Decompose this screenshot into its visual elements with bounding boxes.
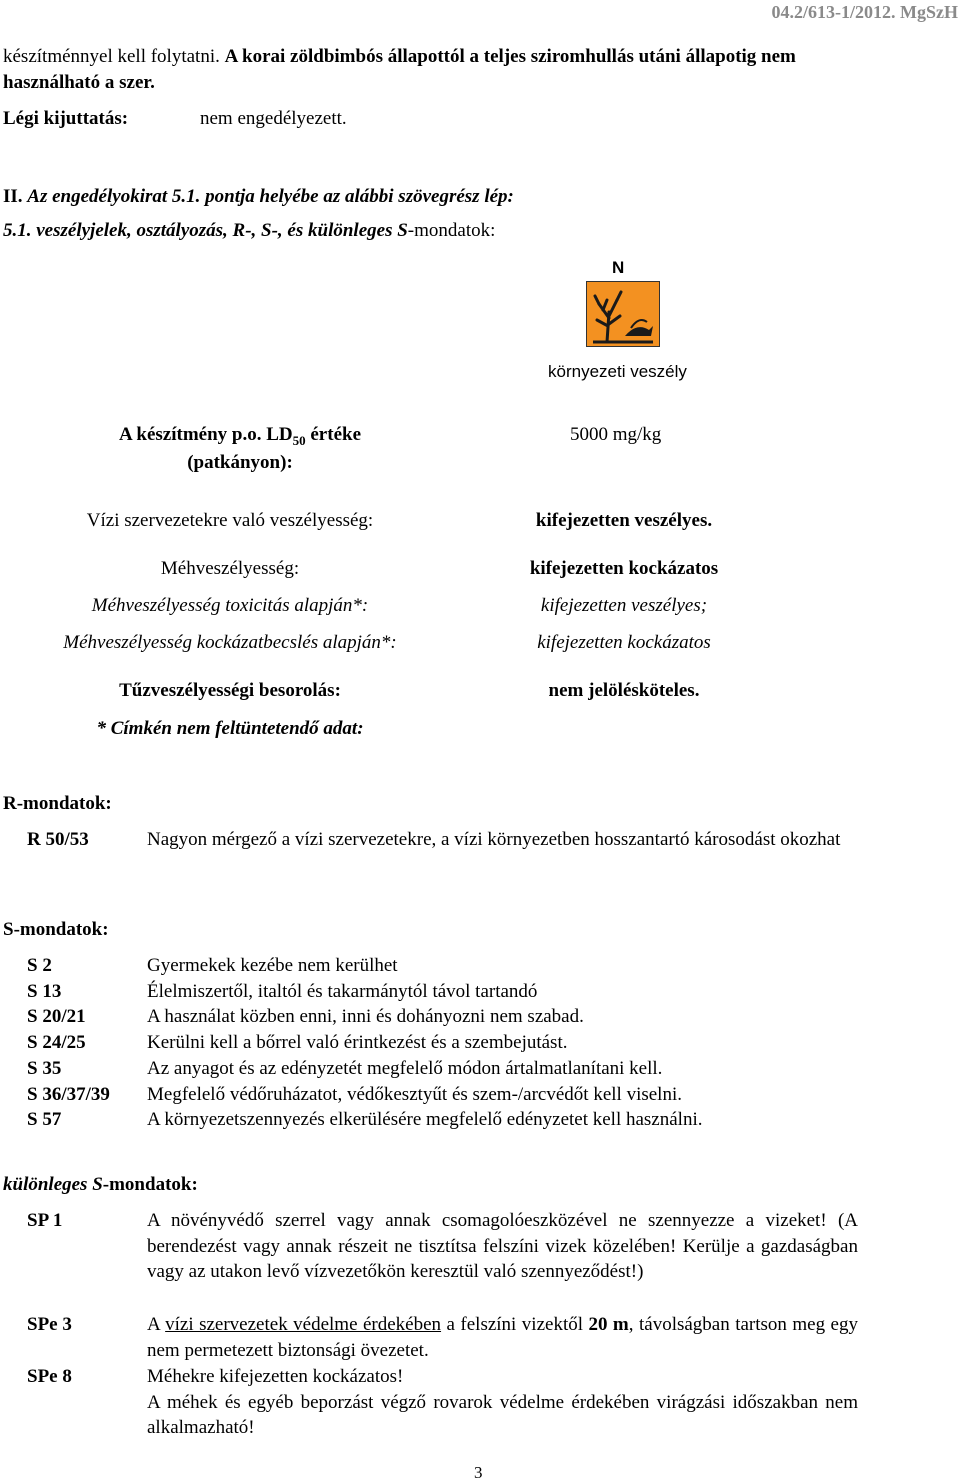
- intro-bold-text: A korai zöldbimbós állapottól a teljes sziromhullás utáni állapotig nem: [224, 46, 796, 67]
- label-footnote: * Címkén nem feltüntetendő adat:: [96, 718, 364, 739]
- bee-toxicity-label: Méhveszélyesség toxicitás alapján*:: [91, 595, 369, 616]
- bee-risk-label: Méhveszélyesség kockázatbecslés alapján*:: [63, 632, 397, 653]
- ld50-label-c: (patkányon):: [187, 451, 293, 473]
- s-phrase-text: Gyermekek kezébe nem kerülhet: [147, 955, 398, 976]
- ld50-label: [60, 422, 420, 476]
- intro-paragraph: [3, 44, 958, 96]
- special-s-phrases-title: [3, 1172, 198, 1198]
- spe3-text-a: A: [147, 1314, 166, 1335]
- dead-tree-and-fish-icon: [587, 282, 659, 346]
- spe3-row: [27, 1312, 858, 1363]
- sp1-row: [27, 1208, 858, 1285]
- spe8-code: SPe 8: [27, 1366, 72, 1387]
- spe3-distance: 20 m: [588, 1314, 629, 1335]
- s-phrase-code: S 57: [27, 1109, 62, 1131]
- aquatic-hazard-value: kifejezetten veszélyes.: [535, 510, 713, 531]
- s-phrase-row: [27, 953, 858, 979]
- s-phrase-text: Kerülni kell a bőrrel való érintkezést és a szembejutást.: [147, 1032, 568, 1054]
- sp1-code: SP 1: [27, 1210, 63, 1231]
- r-phrases-title: R-mondatok:: [3, 793, 112, 814]
- fire-hazard-value: nem jelölésköteles.: [548, 680, 700, 701]
- ld50-label-a: A készítmény p.o. LD: [118, 424, 293, 445]
- special-title-a: különleges: [3, 1174, 93, 1195]
- section-ii-heading: [3, 184, 514, 210]
- hazard-letter: N: [612, 258, 625, 277]
- bee-toxicity-value: kifejezetten veszélyes;: [540, 595, 708, 616]
- s-phrases-list: [27, 953, 858, 1133]
- legi-value: nem engedélyezett.: [200, 108, 347, 129]
- ld50-value: 5000 mg/kg: [570, 424, 662, 445]
- legi-label: Légi kijuttatás:: [3, 108, 129, 129]
- section-ii-prefix: II.: [3, 186, 28, 207]
- s-phrases-title: S-mondatok:: [3, 919, 109, 940]
- intro-bold-text-2: használható a szer.: [3, 72, 155, 94]
- s-phrase-code: S 36/37/39: [27, 1083, 110, 1105]
- bee-hazard-label: Méhveszélyesség:: [160, 558, 300, 579]
- spe3-code: SPe 3: [27, 1314, 72, 1335]
- spe8-row: [27, 1364, 858, 1441]
- special-title-b: S: [92, 1174, 103, 1195]
- section-51-bold: 5.1. veszélyjelek, osztályozás, R-, S-, és különleges S: [3, 220, 408, 241]
- s-phrase-row: [27, 1030, 858, 1056]
- r-phrase-text: Nagyon mérgező a vízi szervezetekre, a vízi környezetben hosszantartó károsodást okozhat: [147, 829, 841, 850]
- r-phrase-code: R 50/53: [27, 829, 89, 850]
- hazard-caption: környezeti veszély: [548, 362, 687, 381]
- s-phrase-row: [27, 1056, 858, 1082]
- spe8-text: [147, 1364, 858, 1441]
- special-title-c: -mondatok:: [102, 1174, 198, 1195]
- r-phrase-row: [27, 827, 858, 853]
- sp1-text: A növényvédő szerrel vagy annak csomagolóeszközével ne szennyezze a vizeket! (A berendezést vagy annak részeit ne tisztítsa felszíni vizek közelében! Kerülje a gazdaságban vagy az utakon levő vízvezetőkön keresztül való szennyeződést!): [147, 1210, 858, 1283]
- document-reference: 04.2/613-1/2012. MgSzH: [771, 2, 958, 22]
- section-51-plain: -mondatok:: [407, 220, 496, 241]
- s-phrase-code: S 13: [27, 980, 62, 1002]
- spe3-text-b: a felszíni vizektől: [441, 1314, 589, 1335]
- s-phrase-code: S 20/21: [27, 1006, 86, 1028]
- fire-hazard-label: Tűzveszélyességi besorolás:: [119, 680, 341, 701]
- s-phrase-row: [27, 979, 858, 1005]
- spe3-text-c: , távolságban tartson meg egy nem permetezett biztonsági övezetet.: [147, 1314, 858, 1361]
- ld50-label-b: értéke: [305, 424, 362, 445]
- s-phrase-text: A használat közben enni, inni és dohányozni nem szabad.: [147, 1006, 584, 1028]
- s-phrase-text: A környezetszennyezés elkerülésére megfelelő edényzetet kell használni.: [147, 1109, 703, 1131]
- page-number: 3: [474, 1463, 483, 1482]
- spe8-line1: Méhekre kifejezetten kockázatos!: [147, 1366, 404, 1387]
- s-phrase-code: S 24/25: [27, 1032, 86, 1054]
- bee-hazard-value: kifejezetten kockázatos: [529, 558, 719, 579]
- s-phrase-row: [27, 1004, 858, 1030]
- ld50-subscript: 50: [292, 432, 306, 448]
- s-phrase-row: [27, 1082, 858, 1108]
- aquatic-hazard-label: Vízi szervezetekre való veszélyesség:: [86, 510, 374, 531]
- s-phrase-row: [27, 1107, 858, 1133]
- section-ii-text: Az engedélyokirat 5.1. pontja helyébe az alábbi szövegrész lép:: [27, 186, 514, 207]
- spe8-line2: A méhek és egyéb beporzást végző rovarok védelme érdekében virágzási időszakban nem alkalmazható!: [147, 1391, 858, 1439]
- s-phrase-text: Az anyagot és az edényzetét megfelelő módon ártalmatlanítani kell.: [147, 1057, 663, 1079]
- intro-text: készítménnyel kell folytatni.: [3, 46, 225, 67]
- s-phrase-code: S 2: [27, 955, 52, 976]
- s-phrase-text: Megfelelő védőruházatot, védőkesztyűt és szem-/arcvédőt kell viselni.: [147, 1083, 682, 1105]
- section-51-heading: [3, 218, 495, 244]
- spe3-text: [147, 1312, 858, 1363]
- s-phrase-code: S 35: [27, 1057, 62, 1079]
- s-phrase-text: Élelmiszertől, italtól és takarmánytól távol tartandó: [147, 980, 538, 1002]
- environment-hazard-pictogram: [586, 281, 660, 347]
- spe3-underlined: vízi szervezetek védelme érdekében: [165, 1314, 442, 1335]
- bee-risk-value: kifejezetten kockázatos: [537, 632, 711, 653]
